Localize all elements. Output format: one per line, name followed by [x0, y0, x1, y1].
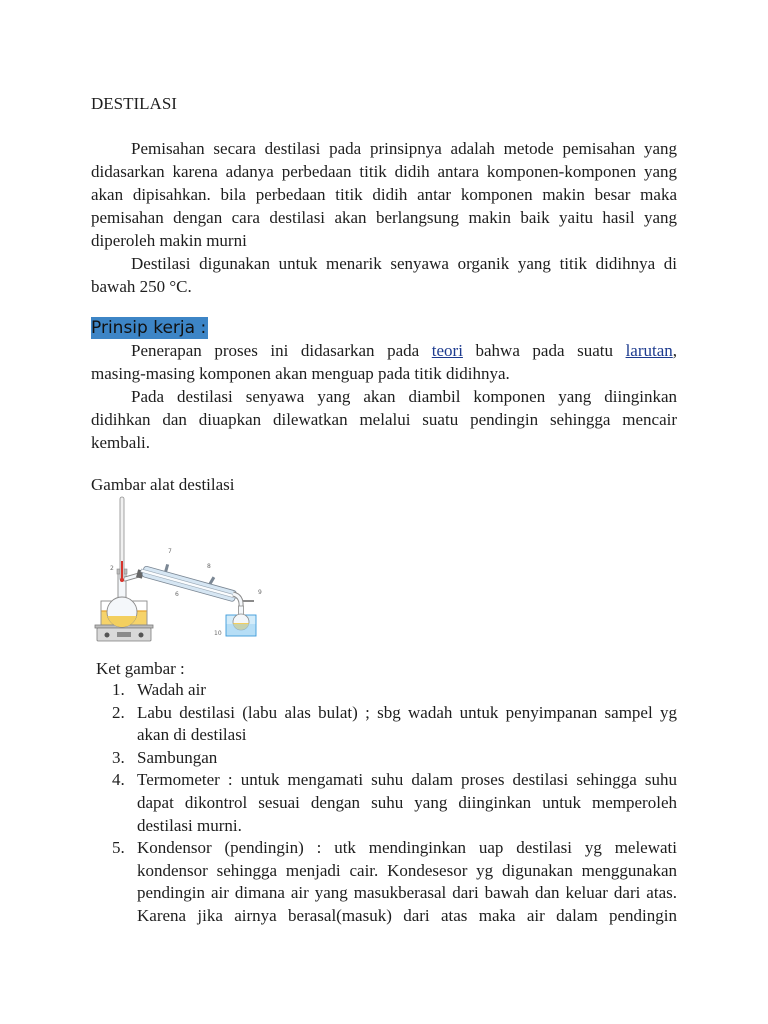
figure-label: 7	[168, 548, 172, 555]
hot-plate-display	[117, 632, 131, 637]
link-teori[interactable]: teori	[431, 340, 463, 360]
thermometer-mercury	[121, 561, 123, 579]
list-item-number: 4.	[112, 770, 125, 790]
water-outlet-nub	[166, 564, 168, 571]
list-item-line: Wadah air	[137, 680, 206, 699]
list-item-number: 3.	[112, 747, 125, 767]
document-title: DESTILASI	[91, 94, 177, 113]
paragraph-line: didasarkan karena adanya perbedaan titik didih antara komponen-komponen yang	[91, 161, 677, 181]
list-item	[91, 837, 677, 927]
water-inlet-nub	[210, 577, 214, 585]
paragraph-line: diperoleh makin murni	[91, 230, 247, 250]
figure-label: 2	[110, 565, 114, 572]
distillation-apparatus-figure	[93, 495, 271, 645]
text-span: bahwa pada suatu	[475, 340, 613, 360]
list-item-number: 1.	[112, 680, 125, 699]
list-item-line: Karena jika airnya berasal(masuk) dari atas maka air dalam pendingin	[137, 905, 677, 925]
list-item	[91, 679, 677, 702]
section-heading-highlighted: Prinsip kerja :	[91, 318, 207, 338]
intro-section	[91, 137, 677, 298]
figure-legend-list	[91, 679, 677, 928]
link-larutan[interactable]: larutan	[625, 340, 673, 360]
figure-caption: Gambar alat destilasi	[91, 475, 235, 494]
thermometer-bulb	[120, 578, 124, 582]
figure-label: 6	[175, 591, 179, 598]
text-span: ,	[672, 340, 678, 360]
list-item-line: Labu destilasi (labu alas bulat) ; sbg wadah untuk penyimpanan sampel yg	[137, 702, 677, 722]
hot-plate-knob	[105, 633, 110, 638]
paragraph-line: Destilasi digunakan untuk menarik senyawa organik yang titik didihnya di	[131, 253, 677, 273]
paragraph-line: kembali.	[91, 432, 151, 452]
paragraph-line: didihkan dan diuapkan dilewatkan melalui suatu pendingin sehingga mencair	[91, 409, 677, 429]
list-item-line: Termometer : untuk mengamati suhu dalam proses destilasi sehingga suhu	[137, 770, 677, 790]
paragraph-line: masing-masing komponen akan menguap pada titik didihnya.	[91, 363, 510, 383]
principle-section	[91, 339, 677, 454]
condenser-inner-tube	[141, 569, 238, 599]
paragraph-line	[91, 339, 677, 362]
text-span: Penerapan proses ini didasarkan pada	[131, 340, 420, 360]
list-item	[91, 702, 677, 747]
receiver-bath-water	[227, 624, 256, 636]
figure-label: 9	[258, 589, 262, 596]
paragraph-line: bawah 250 °C.	[91, 276, 192, 296]
condenser	[140, 558, 241, 603]
list-item-number: 5.	[112, 838, 125, 858]
list-item-line: Kondensor (pendingin) : utk mendinginkan uap destilasi yg melewati	[137, 838, 677, 858]
list-item-line: Sambungan	[137, 747, 218, 767]
list-item-line: dapat dikontrol sesuai dengan suhu yang diinginkan untuk memperoleh	[137, 792, 677, 812]
list-item-line: pendingin air dimana air yang masukberasal dari bawah dan keluar dari atas.	[137, 883, 677, 903]
list-item	[91, 747, 677, 770]
list-item-line: destilasi murni.	[137, 815, 242, 835]
list-item-line: akan di destilasi	[137, 725, 247, 745]
paragraph-line: pemisahan dengan cara destilasi akan berlangsung makin baik yaitu hasil yang	[91, 207, 677, 227]
list-item-number: 2.	[112, 702, 125, 722]
figure-label: 10	[214, 630, 222, 637]
paragraph-line: Pada destilasi senyawa yang akan diambil komponen yang diinginkan	[131, 386, 677, 406]
list-item-line: kondensor sehingga menjadi cair. Kondesesor yg digunakan menggunakan	[137, 860, 677, 880]
paragraph-line: Pemisahan secara destilasi pada prinsipnya adalah metode pemisahan yang	[131, 138, 677, 158]
list-item	[91, 769, 677, 837]
paragraph-line: akan dipisahkan. bila perbedaan titik didih antar komponen makin besar maka	[91, 184, 677, 204]
hot-plate-knob	[139, 633, 144, 638]
figure-label: 8	[207, 563, 211, 570]
legend-heading: Ket gambar :	[96, 659, 185, 678]
